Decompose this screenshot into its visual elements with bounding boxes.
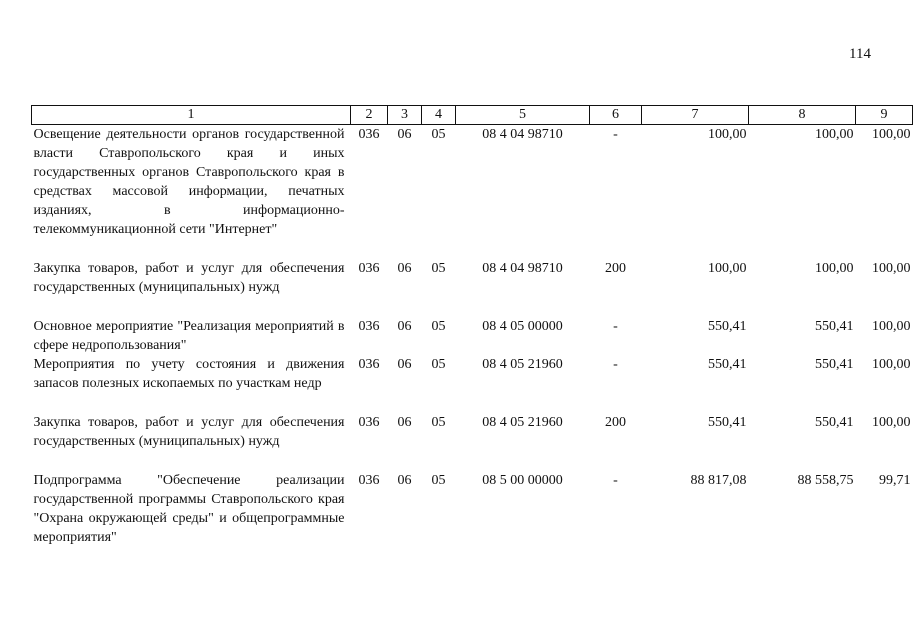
row-section: 06 xyxy=(397,127,412,142)
table-row xyxy=(32,355,913,393)
row-name: Мероприятия по учету состояния и движения запасов полезных ископаемых по участкам недр xyxy=(33,357,345,391)
row-percent: 99,71 xyxy=(879,473,911,488)
row-percent: 100,00 xyxy=(872,261,911,276)
row-spacer xyxy=(32,451,913,471)
column-header: 6 xyxy=(590,106,642,125)
row-subsection: 05 xyxy=(431,319,446,334)
table-row xyxy=(32,317,913,355)
row-amount-planned: 100,00 xyxy=(708,127,747,142)
row-section: 06 xyxy=(397,415,412,430)
row-percent: 100,00 xyxy=(872,319,911,334)
row-target-article: 08 4 04 98710 xyxy=(482,127,563,142)
table-header-row xyxy=(32,106,913,125)
row-amount-planned: 550,41 xyxy=(708,319,747,334)
page-number: 114 xyxy=(849,46,871,62)
row-subsection: 05 xyxy=(431,261,446,276)
row-percent: 100,00 xyxy=(872,357,911,372)
budget-table xyxy=(31,105,913,547)
row-expense-type: - xyxy=(613,127,618,142)
column-header: 7 xyxy=(642,106,749,125)
column-header: 4 xyxy=(422,106,456,125)
row-ministry-code: 036 xyxy=(358,415,380,430)
row-name: Подпрограмма "Обеспечение реализации государственной программы Ставропольского края "Охрана окружающей среды" и общепрограммные мероприятия" xyxy=(33,473,345,545)
row-name: Освещение деятельности органов государственной власти Ставропольского края и иных государственных органов Ставропольского края в средствах массовой информации, печатных изданиях, в информационно-телекоммуникационной сети "Интернет" xyxy=(33,127,345,237)
row-section: 06 xyxy=(397,473,412,488)
row-name: Закупка товаров, работ и услуг для обеспечения государственных (муниципальных) нужд xyxy=(33,415,345,449)
column-header: 1 xyxy=(32,106,351,125)
row-amount-executed: 88 558,75 xyxy=(797,473,854,488)
table-row xyxy=(32,471,913,547)
row-amount-executed: 550,41 xyxy=(815,357,854,372)
row-ministry-code: 036 xyxy=(358,473,380,488)
row-name: Основное мероприятие "Реализация мероприятий в сфере недропользования" xyxy=(33,319,345,353)
row-subsection: 05 xyxy=(431,127,446,142)
row-amount-planned: 550,41 xyxy=(708,357,747,372)
row-section: 06 xyxy=(397,261,412,276)
row-spacer xyxy=(32,239,913,259)
row-expense-type: 200 xyxy=(605,415,626,430)
row-amount-executed: 550,41 xyxy=(815,319,854,334)
column-header: 9 xyxy=(856,106,913,125)
row-ministry-code: 036 xyxy=(358,261,380,276)
row-target-article: 08 5 00 00000 xyxy=(482,473,563,488)
row-amount-planned: 550,41 xyxy=(708,415,747,430)
row-target-article: 08 4 04 98710 xyxy=(482,261,563,276)
row-expense-type: - xyxy=(613,319,618,334)
row-spacer xyxy=(32,393,913,413)
row-ministry-code: 036 xyxy=(358,127,380,142)
row-percent: 100,00 xyxy=(872,415,911,430)
row-spacer xyxy=(32,297,913,317)
row-percent: 100,00 xyxy=(872,127,911,142)
row-expense-type: - xyxy=(613,473,618,488)
row-ministry-code: 036 xyxy=(358,319,380,334)
row-subsection: 05 xyxy=(431,473,446,488)
row-ministry-code: 036 xyxy=(358,357,380,372)
row-amount-planned: 88 817,08 xyxy=(690,473,747,488)
column-header: 2 xyxy=(351,106,388,125)
table-row xyxy=(32,413,913,451)
table-row xyxy=(32,259,913,297)
row-subsection: 05 xyxy=(431,357,446,372)
row-name: Закупка товаров, работ и услуг для обеспечения государственных (муниципальных) нужд xyxy=(33,261,345,295)
column-header: 8 xyxy=(749,106,856,125)
row-target-article: 08 4 05 00000 xyxy=(482,319,563,334)
table-row xyxy=(32,125,913,240)
row-amount-executed: 550,41 xyxy=(815,415,854,430)
row-expense-type: 200 xyxy=(605,261,626,276)
column-header: 5 xyxy=(456,106,590,125)
row-amount-executed: 100,00 xyxy=(815,261,854,276)
row-amount-executed: 100,00 xyxy=(815,127,854,142)
row-amount-planned: 100,00 xyxy=(708,261,747,276)
row-section: 06 xyxy=(397,319,412,334)
column-header: 3 xyxy=(388,106,422,125)
row-target-article: 08 4 05 21960 xyxy=(482,357,563,372)
row-target-article: 08 4 05 21960 xyxy=(482,415,563,430)
row-subsection: 05 xyxy=(431,415,446,430)
row-section: 06 xyxy=(397,357,412,372)
row-expense-type: - xyxy=(613,357,618,372)
